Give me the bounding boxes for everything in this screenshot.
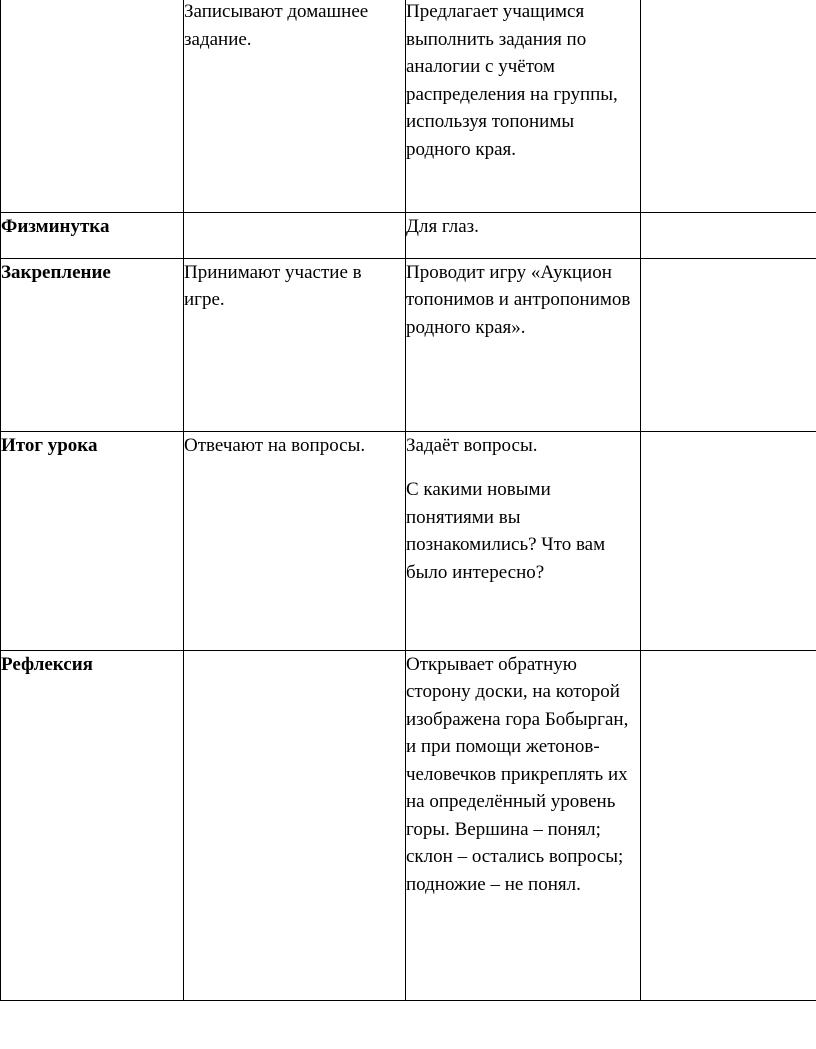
teacher-activity-text: Проводит игру «Аукцион топонимов и антропонимов родного края».	[406, 261, 631, 338]
teacher-activity-text: Для глаз.	[406, 215, 479, 237]
table-row	[1, 212, 816, 258]
notes-cell	[641, 0, 816, 212]
stage-cell: Рефлексия	[1, 650, 184, 1000]
teacher-activity-text: Задаёт вопросы.	[406, 434, 538, 456]
table-row	[1, 258, 816, 431]
teacher-questions-text: С какими новыми понятиями вы познакомились? Что вам было интересно?	[406, 479, 606, 583]
students-activity-cell	[184, 212, 406, 258]
notes-cell	[641, 212, 816, 258]
teacher-activity-cell	[406, 212, 641, 258]
students-activity-cell: Отвечают на вопросы.	[184, 431, 406, 650]
students-activity-cell	[184, 650, 406, 1000]
notes-cell	[641, 258, 816, 431]
students-activity-cell: Принимают участие в игре.	[184, 258, 406, 431]
notes-cell	[641, 650, 816, 1000]
teacher-activity-text: Предлагает учащимся выполнить задания по аналогии с учётом распределения на группы, используя топонимы родного края.	[406, 1, 618, 160]
stage-cell: Физминутка	[1, 212, 184, 258]
table-row	[1, 431, 816, 650]
teacher-activity-cell	[406, 650, 641, 1000]
teacher-activity-cell	[406, 431, 641, 650]
table-row	[1, 0, 816, 212]
notes-cell	[641, 431, 816, 650]
stage-cell	[1, 0, 184, 212]
teacher-activity-text: Открывает обратную сторону доски, на которой изображена гора Бобырган, и при помощи жетонов-человечков прикреплять их на определённый уровень горы. Вершина – понял; склон – остались вопросы; подножие – не понял.	[406, 653, 629, 895]
table-row	[1, 650, 816, 1000]
students-activity-cell: Записывают домашнее задание.	[184, 0, 406, 212]
teacher-activity-cell	[406, 258, 641, 431]
stage-cell: Закрепление	[1, 258, 184, 431]
stage-cell: Итог урока	[1, 431, 184, 650]
teacher-activity-cell	[406, 0, 641, 212]
